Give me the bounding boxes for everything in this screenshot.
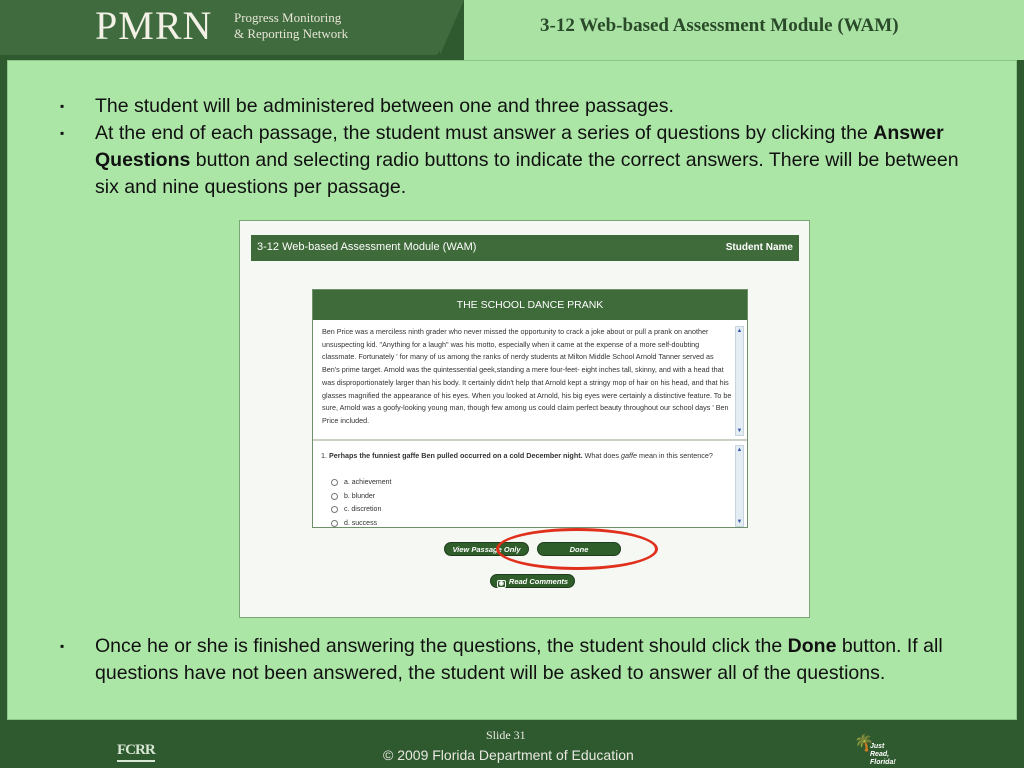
radio-button[interactable] <box>331 479 338 486</box>
logo-subtitle-line2: & Reporting Network <box>234 26 349 41</box>
pmrn-logo-subtitle <box>234 10 348 42</box>
done-button[interactable]: Done <box>537 542 621 556</box>
question-rest-pre: What does <box>582 451 621 460</box>
option-label: b. blunder <box>344 492 376 500</box>
option-label: c. discretion <box>344 506 382 513</box>
slide-content <box>7 60 1017 720</box>
pmrn-logo: PMRN <box>95 3 213 48</box>
question-italic-word: gaffe <box>620 451 637 460</box>
bullet-item <box>60 120 980 201</box>
palm-tree-icon: 🌴 <box>854 735 874 752</box>
logo-subtitle-line1: Progress Monitoring <box>234 10 342 25</box>
just-read-line1: Just Read, <box>870 743 890 758</box>
just-read-text <box>870 743 904 767</box>
wam-header-bar <box>251 235 799 261</box>
answer-option[interactable] <box>331 490 391 504</box>
bullet-text-continued: button. If all questions have not been answered, the student will be asked to answer all of the questions. <box>95 635 943 684</box>
bullet-text-continued: button and selecting radio buttons to indicate the correct answers. There will be between six and nine questions per passage. <box>95 149 959 198</box>
scroll-up-icon[interactable]: ▲ <box>736 447 743 453</box>
bullet-text: Once he or she is finished answering the questions, the student should click the <box>95 635 788 657</box>
read-comments-label: Read Comments <box>508 577 569 586</box>
bullet-marker: ▪ <box>60 99 65 113</box>
answer-option[interactable] <box>331 476 391 490</box>
radio-button[interactable] <box>331 506 338 513</box>
wam-app-title: 3-12 Web-based Assessment Module (WAM) <box>257 241 477 253</box>
read-comments-button[interactable] <box>490 574 575 588</box>
option-label: a. achievement <box>344 479 392 486</box>
bullet-bold-text: Answer Questions <box>95 122 944 171</box>
bullet-item <box>60 633 980 687</box>
bottom-bullet-list <box>60 633 980 687</box>
slide-header <box>0 0 1024 60</box>
bullet-text: The student will be administered between one and three passages. <box>95 95 674 117</box>
slide-number: Slide 31 <box>486 728 526 742</box>
bullet-item <box>60 93 980 120</box>
panel-divider <box>313 439 747 441</box>
comments-icon: ◉ <box>498 581 505 587</box>
view-passage-only-button[interactable]: View Passage Only <box>444 542 529 556</box>
bullet-text: At the end of each passage, the student must answer a series of questions by clicking the <box>95 122 874 144</box>
question-text <box>321 450 736 463</box>
passage-text[interactable]: Ben Price was a merciless ninth grader who never missed the opportunity to crack a joke about or pull a prank on another unsuspecting kid. "Anything for a laugh" was his motto, especially when it came at the expense of a more self-doubting classmate. Fortunately ' for many of us among the ranks of nerdy students at Milton Middle School Arnold Tanner served as Ben's prime target. Arnold was the quintessential geek,standing a mere four-feet- eight inches tall, skinny, and with a head that was disproportionately larger than his body. It certainly didn't help that Arnold kept a stringy mop of hair on his head, and that his glasses magnified the appearance of his eyes. When you looked at Arnold, his big eyes were certainly a distinctive feature. To be sure, Arnold was a goofy-looking young man, though few among us could claim perfect beauty throughout our school days ' Ben Price included. <box>322 327 732 425</box>
radio-button[interactable] <box>331 493 338 500</box>
radio-button[interactable] <box>331 520 338 527</box>
wam-screenshot <box>239 220 810 618</box>
bullet-marker: ▪ <box>60 639 65 653</box>
slide-title: 3-12 Web-based Assessment Module (WAM) <box>540 15 899 36</box>
question-rest-post: mean in this sentence? <box>636 451 713 460</box>
option-label: d. success <box>344 519 378 527</box>
student-name-label: Student Name <box>725 242 793 253</box>
passage-title: THE SCHOOL DANCE PRANK <box>313 290 747 320</box>
question-number: 1. <box>321 451 327 460</box>
answer-option[interactable] <box>331 517 391 531</box>
question-scrollbar[interactable] <box>735 445 744 527</box>
answer-options <box>331 476 391 530</box>
done-highlight-circle <box>496 528 658 570</box>
scroll-up-icon[interactable]: ▲ <box>736 328 743 334</box>
fcrr-logo: FCRR <box>117 742 155 762</box>
bullet-bold-text: Done <box>787 635 837 657</box>
pmrn-logo-tab <box>0 0 440 55</box>
bullet-marker: ▪ <box>60 126 65 140</box>
just-read-line2: Florida! <box>870 759 896 766</box>
copyright-text: © 2009 Florida Department of Education <box>383 747 634 763</box>
passage-panel <box>312 289 748 528</box>
answer-option[interactable] <box>331 503 391 517</box>
top-bullet-list <box>60 93 980 201</box>
scroll-down-icon[interactable]: ▼ <box>736 428 743 434</box>
scroll-down-icon[interactable]: ▼ <box>736 519 743 525</box>
passage-scrollbar[interactable] <box>735 326 744 436</box>
question-bold: Perhaps the funniest gaffe Ben pulled occurred on a cold December night. <box>329 451 583 460</box>
